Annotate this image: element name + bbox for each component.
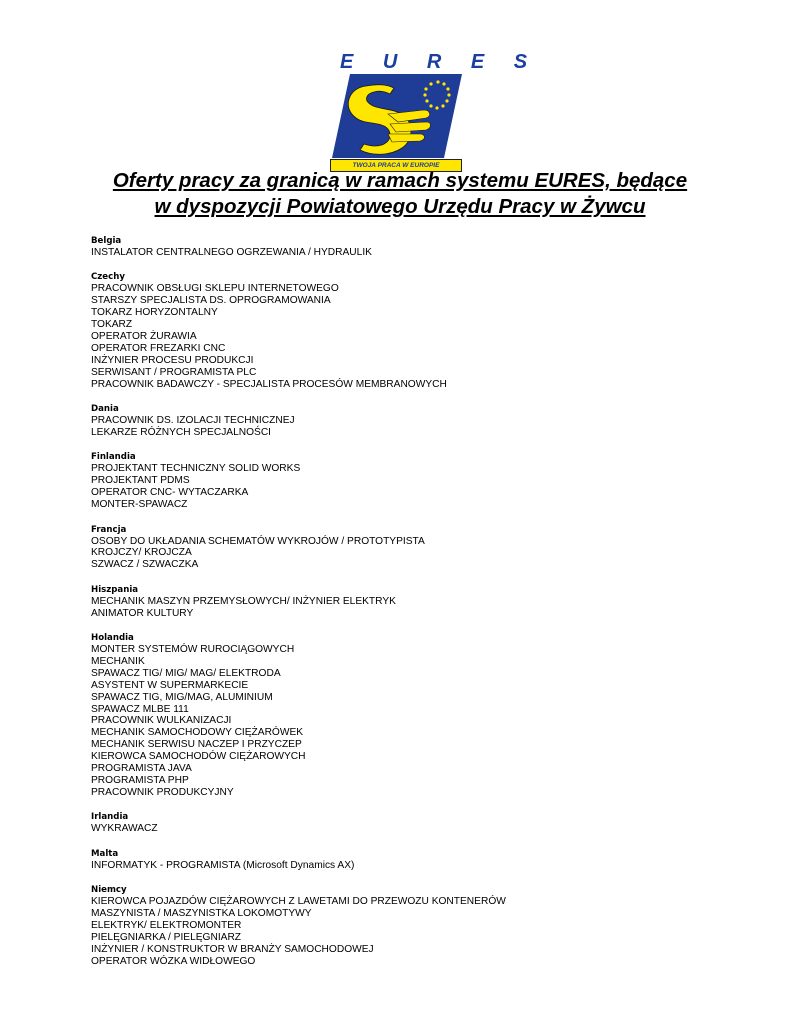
- job-item: INFORMATYK - PROGRAMISTA (Microsoft Dynamics AX): [91, 859, 355, 871]
- job-list: [91, 415, 751, 439]
- job-item: OPERATOR FREZARKI CNC: [91, 342, 226, 354]
- country-heading: Holandia: [91, 633, 134, 644]
- job-item: SPAWACZ TIG/ MIG/ MAG/ ELEKTRODA: [91, 667, 281, 679]
- country-heading: Francja: [91, 524, 127, 535]
- job-item: SERWISANT / PROGRAMISTA PLC: [91, 366, 257, 378]
- job-item: ASYSTENT W SUPERMARKECIE: [91, 679, 249, 691]
- job-item: OPERATOR WÓZKA WIDŁOWEGO: [91, 955, 256, 967]
- job-item: MONTER-SPAWACZ: [91, 499, 188, 511]
- job-item: PIELĘGNIARKA / PIELĘGNIARZ: [91, 931, 242, 943]
- job-item: INŻYNIER / KONSTRUKTOR W BRANŻY SAMOCHODOWEJ: [91, 943, 374, 955]
- country-section: [91, 403, 751, 439]
- job-item: LEKARZE RÓŻNYCH SPECJALNOŚCI: [91, 426, 272, 438]
- job-item: MECHANIK SERWISU NACZEP I PRZYCZEP: [91, 739, 302, 751]
- logo-tagline: TWOJA PRACA W EUROPIE: [330, 159, 462, 172]
- country-heading: Hiszpania: [91, 584, 139, 595]
- job-item: TOKARZ HORYZONTALNY: [91, 307, 218, 319]
- job-list: [91, 283, 751, 390]
- country-section: [91, 811, 751, 835]
- job-item: OPERATOR CNC- WYTACZARKA: [91, 487, 249, 499]
- job-item: OSOBY DO UKŁADANIA SCHEMATÓW WYKROJÓW / PROTOTYPISTA: [91, 535, 425, 547]
- job-item: MECHANIK SAMOCHODOWY CIĘŻARÓWEK: [91, 727, 304, 739]
- country-section: [91, 884, 751, 967]
- country-heading: Belgia: [91, 236, 122, 246]
- job-item: PROJEKTANT PDMS: [91, 475, 190, 487]
- country-section: [91, 584, 751, 620]
- job-list: [91, 596, 751, 620]
- country-section: [91, 235, 751, 259]
- job-item: OPERATOR ŻURAWIA: [91, 331, 197, 343]
- page-title: [80, 168, 720, 220]
- country-heading: Czechy: [91, 272, 125, 283]
- job-list: [91, 823, 751, 835]
- job-item: PROGRAMISTA JAVA: [91, 763, 192, 775]
- job-list: [91, 896, 751, 967]
- job-offers-list: [91, 235, 751, 980]
- title-line-2: w dyspozycji Powiatowego Urzędu Pracy w Żywcu: [154, 195, 646, 218]
- job-item: KIEROWCA POJAZDÓW CIĘŻAROWYCH Z LAWETAMI DO PRZEWOZU KONTENERÓW: [91, 896, 506, 908]
- job-item: INSTALATOR CENTRALNEGO OGRZEWANIA / HYDRAULIK: [91, 247, 372, 258]
- job-item: PROGRAMISTA PHP: [91, 775, 189, 786]
- job-item: STARSZY SPECJALISTA DS. OPROGRAMOWANIA: [91, 295, 331, 307]
- job-item: MONTER SYSTEMÓW RUROCIĄGOWYCH: [91, 644, 295, 656]
- job-item: SZWACZ / SZWACZKA: [91, 559, 199, 571]
- country-section: [91, 848, 751, 872]
- job-list: [91, 536, 751, 572]
- job-item: KIEROWCA SAMOCHODÓW CIĘŻAROWYCH: [91, 751, 306, 763]
- country-section: [91, 524, 751, 572]
- job-item: ANIMATOR KULTURY: [91, 607, 194, 619]
- job-item: MASZYNISTA / MASZYNISTKA LOKOMOTYWY: [91, 908, 312, 920]
- job-list: [91, 860, 751, 872]
- job-list: [91, 463, 751, 511]
- country-heading: Niemcy: [91, 885, 127, 896]
- job-item: INŻYNIER PROCESU PRODUKCJI: [91, 354, 254, 366]
- country-heading: Malta: [91, 848, 119, 859]
- job-item: PRACOWNIK DS. IZOLACJI TECHNICZNEJ: [91, 415, 295, 427]
- country-section: [91, 451, 751, 511]
- job-item: KROJCZY/ KROJCZA: [91, 547, 192, 559]
- job-item: PROJEKTANT TECHNICZNY SOLID WORKS: [91, 463, 301, 475]
- job-item: PRACOWNIK PRODUKCYJNY: [91, 786, 234, 798]
- country-heading: Dania: [91, 404, 119, 415]
- job-item: ELEKTRYK/ ELEKTROMONTER: [91, 919, 242, 931]
- job-item: SPAWACZ MLBE 111: [91, 703, 189, 715]
- eures-logo: [326, 51, 540, 174]
- job-item: MECHANIK: [91, 655, 145, 667]
- title-line-1: Oferty pracy za granicą w ramach systemu EURES, będące: [112, 169, 688, 192]
- job-item: PRACOWNIK WULKANIZACJI: [91, 715, 232, 727]
- job-item: WYKRAWACZ: [91, 823, 158, 835]
- job-item: PRACOWNIK BADAWCZY - SPECJALISTA PROCESÓW MEMBRANOWYCH: [91, 378, 447, 390]
- job-item: SPAWACZ TIG, MIG/MAG, ALUMINIUM: [91, 691, 273, 703]
- country-section: [91, 271, 751, 390]
- job-list: [91, 644, 751, 799]
- country-heading: Irlandia: [91, 812, 129, 823]
- country-section: [91, 632, 751, 799]
- job-list: [91, 247, 751, 259]
- job-item: TOKARZ: [91, 319, 133, 331]
- job-item: PRACOWNIK OBSŁUGI SKLEPU INTERNETOWEGO: [91, 283, 339, 295]
- logo-wordmark: E U R E S: [340, 51, 540, 73]
- country-heading: Finlandia: [91, 452, 136, 463]
- job-item: MECHANIK MASZYN PRZEMYSŁOWYCH/ INŻYNIER ELEKTRYK: [91, 595, 396, 607]
